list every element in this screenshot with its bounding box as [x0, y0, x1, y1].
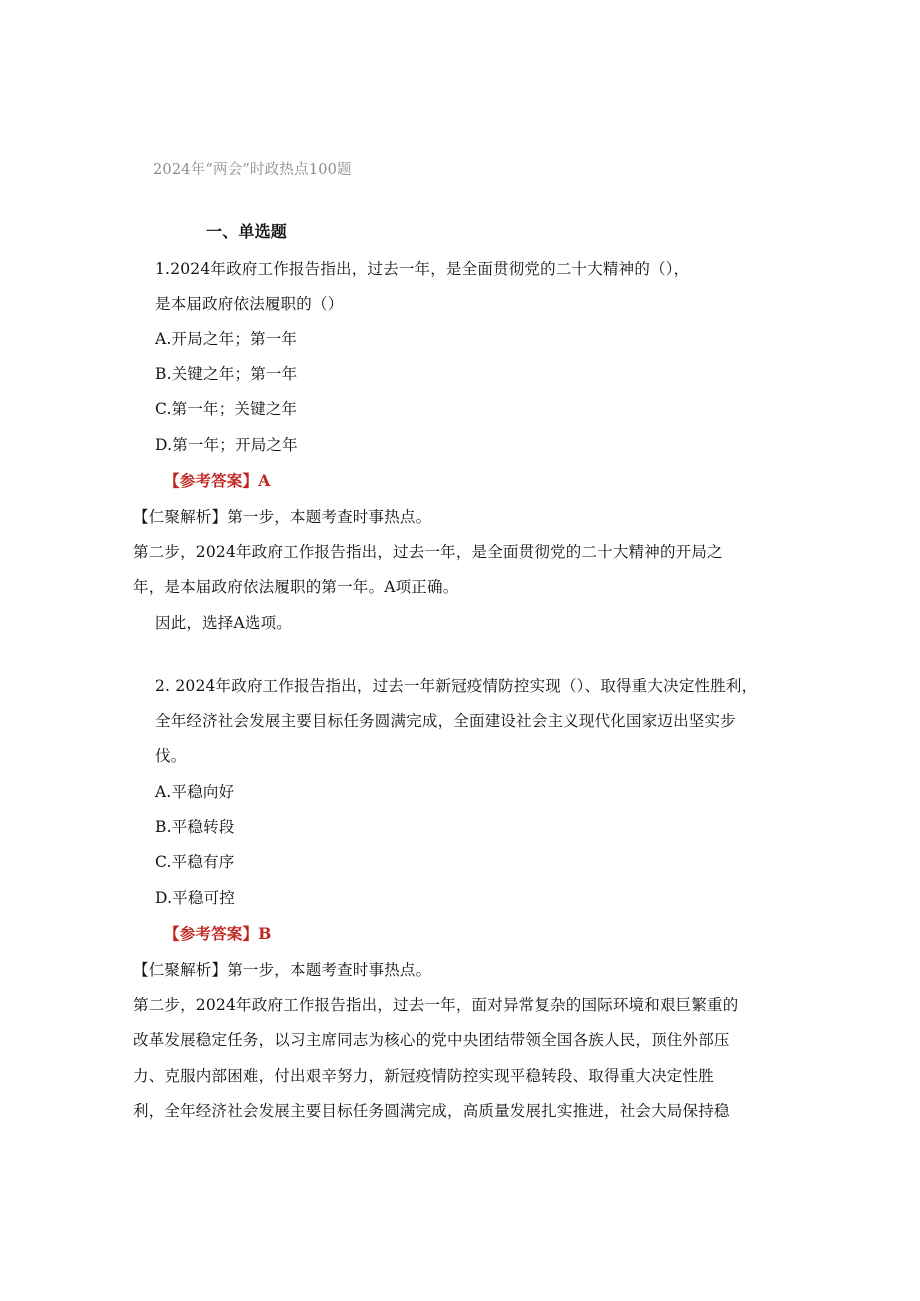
explanation-line: 第二步，2024年政府工作报告指出，过去一年，面对异常复杂的国际环境和艰巨繁重的 — [133, 996, 739, 1014]
reference-answer: 【参考答案】A — [164, 471, 271, 490]
question-stem-line: 伐。 — [155, 747, 187, 765]
option-c: C.平稳有序 — [155, 853, 235, 871]
explanation-line: 年，是本届政府依法履职的第一年。A项正确。 — [133, 578, 459, 596]
option-b: B.关键之年；第一年 — [155, 365, 298, 383]
explanation-line: 改革发展稳定任务，以习主席同志为核心的党中央团结带领全国各族人民，顶住外部压 — [133, 1031, 730, 1049]
explanation-line: 第二步，2024年政府工作报告指出，过去一年，是全面贯彻党的二十大精神的开局之 — [133, 543, 723, 561]
section-heading: 一、单选题 — [206, 222, 288, 241]
question-stem-line: 1.2024年政府工作报告指出，过去一年，是全面贯彻党的二十大精神的（）， — [155, 260, 690, 278]
option-c: C.第一年；关键之年 — [155, 400, 298, 418]
explanation-line: 因此，选择A选项。 — [155, 614, 292, 632]
explanation-line: 力、克服内部困难，付出艰辛努力，新冠疫情防控实现平稳转段、取得重大决定性胜 — [133, 1067, 714, 1085]
question-stem-line: 是本届政府依法履职的（） — [155, 295, 344, 313]
question-stem-line: 2. 2024年政府工作报告指出，过去一年新冠疫情防控实现（）、取得重大决定性胜利， — [155, 677, 758, 695]
option-a: A.开局之年；第一年 — [155, 330, 298, 348]
option-b: B.平稳转段 — [155, 818, 235, 836]
explanation-line: 利，全年经济社会发展主要目标任务圆满完成，高质量发展扎实推进，社会大局保持稳 — [133, 1102, 730, 1120]
option-a: A.平稳向好 — [155, 783, 235, 801]
explanation-line: 【仁聚解析】第一步，本题考查时事热点。 — [133, 961, 432, 979]
option-d: D.第一年；开局之年 — [155, 436, 298, 454]
question-stem-line: 全年经济社会发展主要目标任务圆满完成，全面建设社会主义现代化国家迈出坚实步 — [155, 712, 736, 730]
explanation-line: 【仁聚解析】第一步，本题考查时事热点。 — [133, 508, 432, 526]
option-d: D.平稳可控 — [155, 889, 236, 907]
document-title: 2024年“两会”时政热点100题 — [153, 162, 352, 178]
reference-answer: 【参考答案】B — [164, 924, 272, 943]
